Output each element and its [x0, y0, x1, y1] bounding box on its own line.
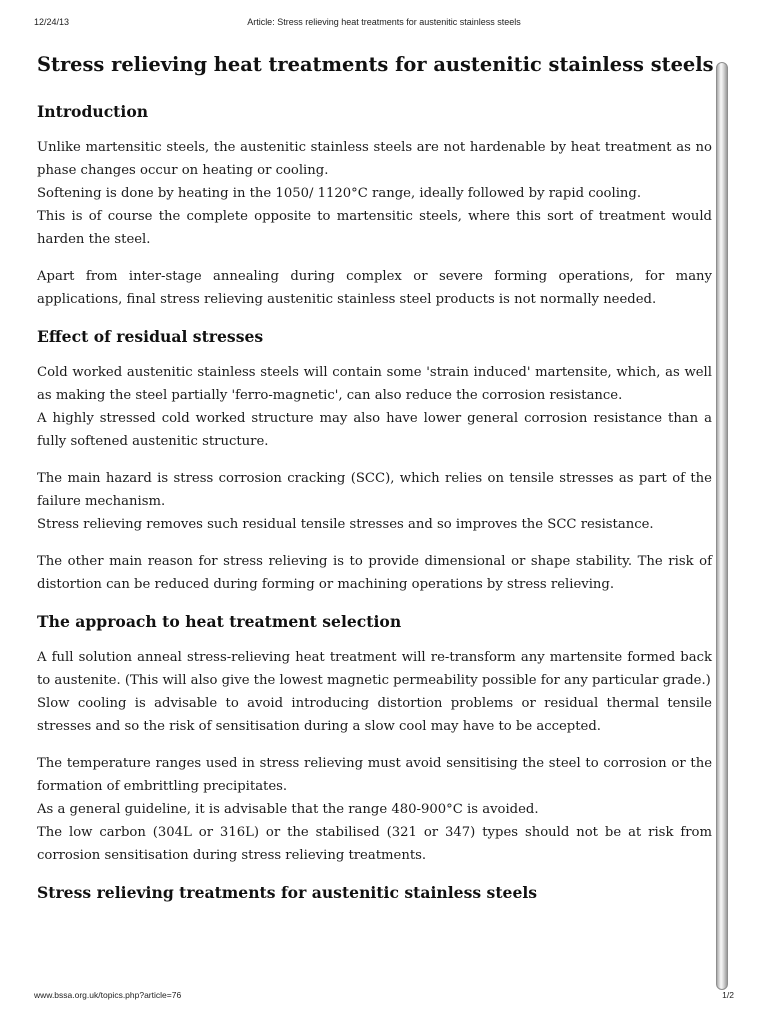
- text-line: As a general guideline, it is advisable that the range 480-900°C is avoided.: [37, 802, 539, 817]
- text-line: Stress relieving removes such residual tensile stresses and so improves the SCC resistance.: [37, 517, 654, 532]
- section-heading: Effect of residual stresses: [37, 327, 264, 346]
- text-line: Apart from inter-stage annealing during complex or severe forming operations, for many applications, final stress relieving austenitic stainless steel products is not normally needed.: [37, 269, 712, 307]
- text-line: The temperature ranges used in stress relieving must avoid sensitising the steel to corrosion or the formation of embrittling precipitates.: [37, 756, 712, 794]
- vertical-scrollbar[interactable]: [714, 58, 730, 993]
- print-footer: [34, 990, 734, 1004]
- text-line: Softening is done by heating in the 1050/ 1120°C range, ideally followed by rapid cooling.: [37, 186, 642, 201]
- text-line: The low carbon (304L or 316L) or the stabilised (321 or 347) types should not be at risk from corrosion sensitisation during stress relieving treatments.: [37, 825, 712, 863]
- text-line: The other main reason for stress relieving is to provide dimensional or shape stability. The risk of distortion can be reduced during forming or machining operations by stress relieving.: [37, 554, 712, 592]
- paragraph: [37, 265, 712, 311]
- section-effect-of-residual-stresses: [37, 325, 712, 596]
- text-line: Unlike martensitic steels, the austenitic stainless steels are not hardenable by heat treatment as no phase changes occur on heating or cooling.: [37, 140, 712, 178]
- section-stress-relieving-treatments: [37, 881, 712, 905]
- text-line: Slow cooling is advisable to avoid introducing distortion problems or residual thermal tensile stresses and so the risk of sensitisation during a slow cool may have to be accepted.: [37, 696, 712, 734]
- page-number: 1/2: [722, 990, 734, 1000]
- section-introduction: [37, 100, 712, 311]
- section-heat-treatment-selection: [37, 610, 712, 867]
- article-title: Stress relieving heat treatments for austenitic stainless steels: [37, 53, 714, 76]
- text-line: This is of course the complete opposite to martensitic steels, where this sort of treatment would harden the steel.: [37, 209, 712, 247]
- paragraph: [37, 752, 712, 867]
- text-line: The main hazard is stress corrosion cracking (SCC), which relies on tensile stresses as part of the failure mechanism.: [37, 471, 712, 509]
- paragraph: [37, 550, 712, 596]
- scrollbar-thumb[interactable]: [716, 62, 728, 990]
- paragraph: [37, 136, 712, 251]
- print-page-title: Article: Stress relieving heat treatments for austenitic stainless steels: [247, 17, 521, 27]
- text-line: Cold worked austenitic stainless steels will contain some 'strain induced' martensite, which, as well as making the steel partially 'ferro-magnetic', can also reduce the corrosion resistance.: [37, 365, 712, 403]
- section-heading: Introduction: [37, 102, 149, 121]
- text-line: A full solution anneal stress-relieving heat treatment will re-transform any martensite formed back to austenite. (This will also give the lowest magnetic permeability possible for any particular grade.): [37, 650, 712, 688]
- article: [37, 50, 712, 917]
- section-heading: Stress relieving treatments for austenitic stainless steels: [37, 883, 538, 902]
- print-date: 12/24/13: [34, 17, 70, 27]
- text-line: A highly stressed cold worked structure may also have lower general corrosion resistance than a fully softened austenitic structure.: [37, 411, 712, 449]
- paragraph: [37, 646, 712, 738]
- page-url: www.bssa.org.uk/topics.php?article=76: [34, 990, 182, 1000]
- paragraph: [37, 361, 712, 453]
- paragraph: [37, 467, 712, 536]
- print-header: [34, 17, 734, 31]
- section-heading: The approach to heat treatment selection: [37, 612, 402, 631]
